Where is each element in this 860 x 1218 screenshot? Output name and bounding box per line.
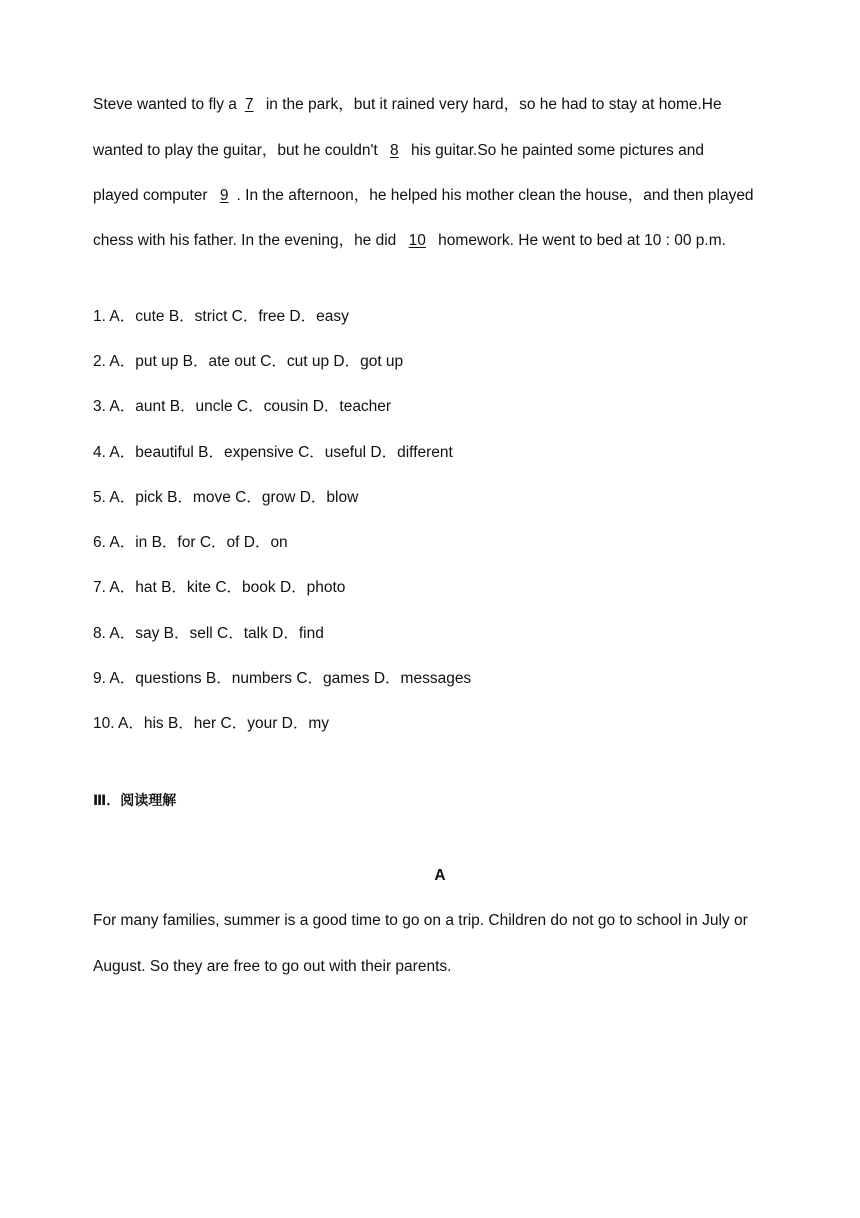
cloze-line-1 <box>93 95 722 115</box>
question-option-4: 4. A．beautiful B．expensive C．useful D．different <box>93 444 453 461</box>
question-option-6: 6. A．in B．for C．of D．on <box>93 534 288 551</box>
cloze-line-3 <box>93 186 754 206</box>
cloze-text: played computer <box>93 187 212 204</box>
blank-8: 8 <box>390 142 399 159</box>
cloze-text: his guitar.So he painted some pictures and <box>406 142 704 159</box>
cloze-line-4 <box>93 231 726 251</box>
question-option-1: 1. A．cute B．strict C．free D．easy <box>93 308 349 325</box>
cloze-text: Steve wanted to fly a <box>93 96 237 113</box>
blank-7: 7 <box>244 96 254 113</box>
section-heading: Ⅲ．阅读理解 <box>93 793 177 809</box>
question-option-2: 2. A．put up B．ate out C．cut up D．got up <box>93 353 404 370</box>
passage-line-1: For many families, summer is a good time to go on a trip. Children do not go to school in July or <box>93 912 748 929</box>
passage-line-2: August. So they are free to go out with their parents. <box>93 958 452 975</box>
question-option-5: 5. A．pick B．move C．grow D．blow <box>93 489 359 506</box>
question-option-10: 10. A．his B．her C．your D．my <box>93 715 330 732</box>
question-option-9: 9. A．questions B．numbers C．games D．messages <box>93 670 472 687</box>
question-option-7: 7. A．hat B．kite C．book D．photo <box>93 579 346 596</box>
cloze-text: . In the afternoon，he helped his mother clean the house，and then played <box>236 187 754 204</box>
cloze-text: in the park，but it rained very hard，so he had to stay at home.He <box>261 96 722 113</box>
passage-label: A <box>434 867 446 884</box>
question-option-8: 8. A．say B．sell C．talk D．find <box>93 625 324 642</box>
cloze-text: chess with his father. In the evening，he did <box>93 232 401 249</box>
cloze-text: wanted to play the guitar，but he couldn't <box>93 142 383 159</box>
blank-10: 10 <box>408 232 426 249</box>
cloze-text: homework. He went to bed at 10 : 00 p.m. <box>433 232 726 249</box>
question-option-3: 3. A．aunt B．uncle C．cousin D．teacher <box>93 398 392 415</box>
cloze-line-2 <box>93 141 704 161</box>
blank-9: 9 <box>219 187 229 204</box>
